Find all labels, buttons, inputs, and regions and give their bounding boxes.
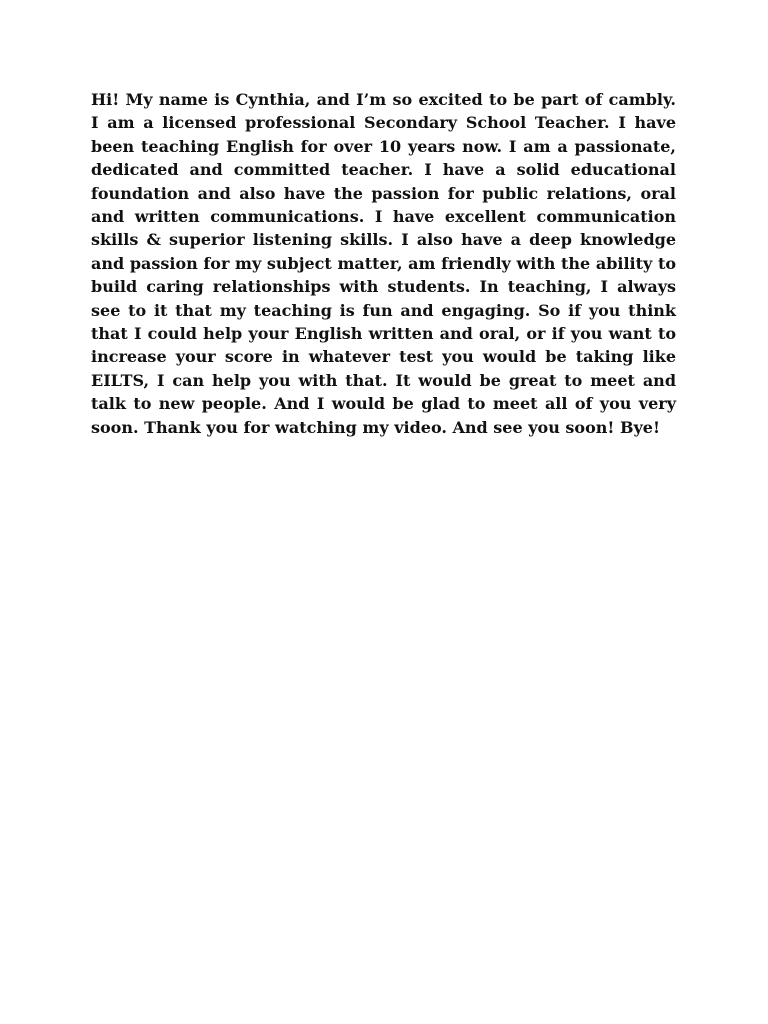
body-paragraph: Hi! My name is Cynthia, and I’m so excited to be part of cambly. I am a licensed professional Secondary School Teacher. I have been teaching English for over 10 years now. I am a passionate, dedicated and committed teacher. I have a solid educational foundation and also have the passion for public relations, oral and written communications. I have excellent communication skills & superior listening skills. I also have a deep knowledge and passion for my subject matter, am friendly with the ability to build caring relationships with students. In teaching, I always see to it that my teaching is fun and engaging. So if you think that I could help your English written and oral, or if you want to increase your score in whatever test you would be taking like EILTS, I can help you with that. It would be great to meet and talk to new people. And I would be glad to meet all of you very soon. Thank you for watching my video. And see you soon! Bye!	[91, 90, 676, 437]
